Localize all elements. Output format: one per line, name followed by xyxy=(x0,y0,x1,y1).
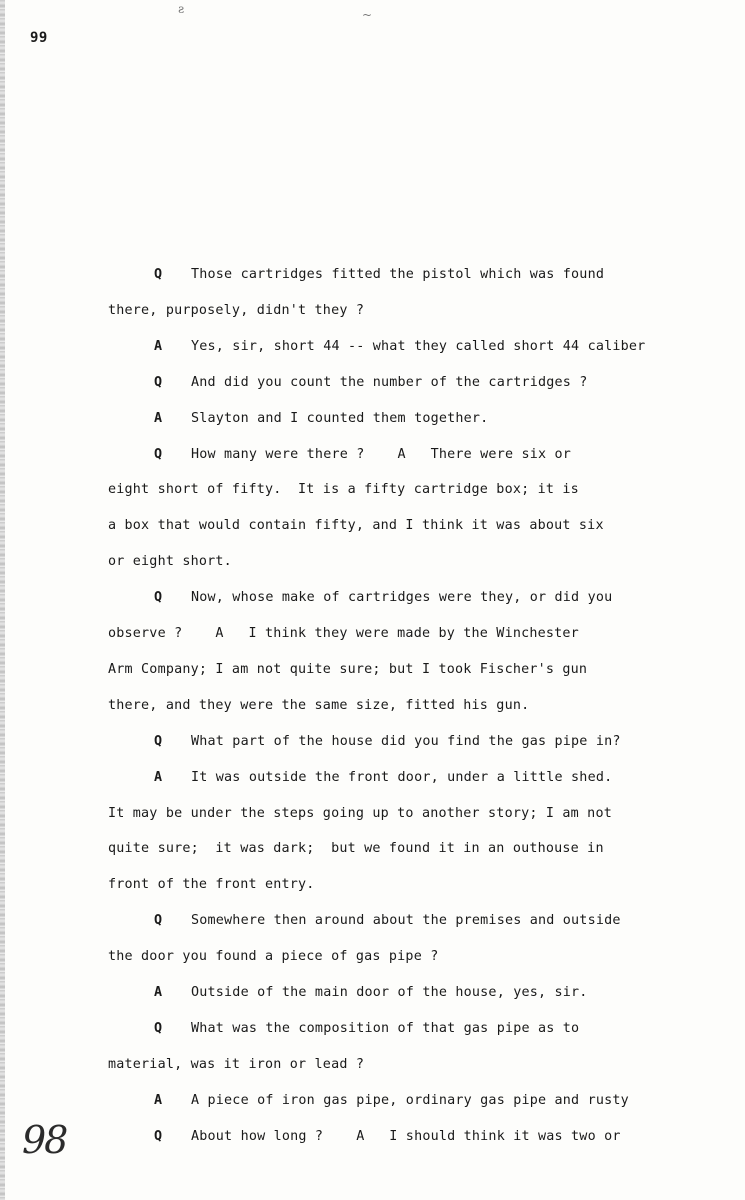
question-label: Q xyxy=(154,733,163,749)
transcript-line xyxy=(0,517,745,535)
line-text: eight short of fifty. It is a fifty cartridge box; it is xyxy=(108,482,579,498)
transcript-line xyxy=(0,481,745,499)
handwritten-page-number: 98 xyxy=(22,1118,67,1162)
scan-mark: ~ xyxy=(362,8,373,22)
transcript-line xyxy=(0,446,745,464)
line-text: It may be under the steps going up to another story; I am not xyxy=(108,805,612,821)
line-text: What part of the house did you find the gas pipe in? xyxy=(191,733,621,749)
transcript-line xyxy=(0,769,745,787)
line-text: And did you count the number of the cartridges ? xyxy=(191,374,588,390)
line-text: or eight short. xyxy=(108,554,232,570)
transcript-line xyxy=(0,1128,745,1146)
question-label: Q xyxy=(154,1128,163,1144)
question-label: Q xyxy=(154,446,163,462)
line-text: observe ? A I think they were made by the Winchester xyxy=(108,626,579,641)
transcript-line xyxy=(0,948,745,966)
line-text: Yes, sir, short 44 -- what they called short 44 caliber xyxy=(191,338,646,354)
transcript-line xyxy=(0,625,745,643)
answer-label: A xyxy=(154,338,163,354)
line-text: What was the composition of that gas pipe as to xyxy=(191,1020,580,1036)
transcript-line xyxy=(0,302,745,320)
page-number: 99 xyxy=(30,30,48,46)
answer-label: A xyxy=(154,769,163,785)
transcript-line xyxy=(0,912,745,930)
transcript-line xyxy=(0,697,745,715)
line-text: Those cartridges fitted the pistol which was found xyxy=(191,267,605,282)
line-text: Slayton and I counted them together. xyxy=(191,410,489,426)
question-label: Q xyxy=(154,590,163,606)
transcript-line xyxy=(0,338,745,356)
question-label: Q xyxy=(154,913,163,929)
transcript-line xyxy=(0,876,745,894)
line-text: quite sure; it was dark; but we found it in an outhouse in xyxy=(108,841,604,857)
line-text: the door you found a piece of gas pipe ? xyxy=(108,949,439,965)
transcript-line xyxy=(0,1092,745,1110)
transcript-line xyxy=(0,840,745,858)
transcript-line xyxy=(0,984,745,1002)
line-text: How many were there ? A There were six or xyxy=(191,446,572,462)
answer-label: A xyxy=(154,985,163,1000)
transcript-line xyxy=(0,374,745,392)
transcript-line xyxy=(0,661,745,679)
transcript-line xyxy=(0,1020,745,1038)
line-text: Somewhere then around about the premises and outside xyxy=(191,913,621,929)
transcript-line xyxy=(0,733,745,751)
transcript-line xyxy=(0,553,745,571)
line-text: It was outside the front door, under a little shed. xyxy=(191,769,613,785)
line-text: Outside of the main door of the house, yes, sir. xyxy=(191,985,588,1000)
question-label: Q xyxy=(154,374,163,390)
transcript-line xyxy=(0,266,745,284)
line-text: a box that would contain fifty, and I think it was about six xyxy=(108,518,604,534)
answer-label: A xyxy=(154,1092,163,1108)
line-text: A piece of iron gas pipe, ordinary gas pipe and rusty xyxy=(191,1092,629,1108)
transcript-line xyxy=(0,1056,745,1074)
answer-label: A xyxy=(154,410,163,426)
line-text: there, and they were the same size, fitted his gun. xyxy=(108,697,530,713)
question-label: Q xyxy=(154,267,163,282)
transcript-line xyxy=(0,410,745,428)
question-label: Q xyxy=(154,1020,163,1036)
line-text: Now, whose make of cartridges were they, or did you xyxy=(191,590,613,606)
scan-mark: ƨ xyxy=(178,2,185,16)
line-text: Arm Company; I am not quite sure; but I took Fischer's gun xyxy=(108,661,588,677)
line-text: About how long ? A I should think it was two or xyxy=(191,1128,621,1144)
transcript-line xyxy=(0,589,745,607)
line-text: front of the front entry. xyxy=(108,877,315,893)
line-text: material, was it iron or lead ? xyxy=(108,1056,365,1072)
transcript-line xyxy=(0,805,745,823)
line-text: there, purposely, didn't they ? xyxy=(108,302,365,318)
